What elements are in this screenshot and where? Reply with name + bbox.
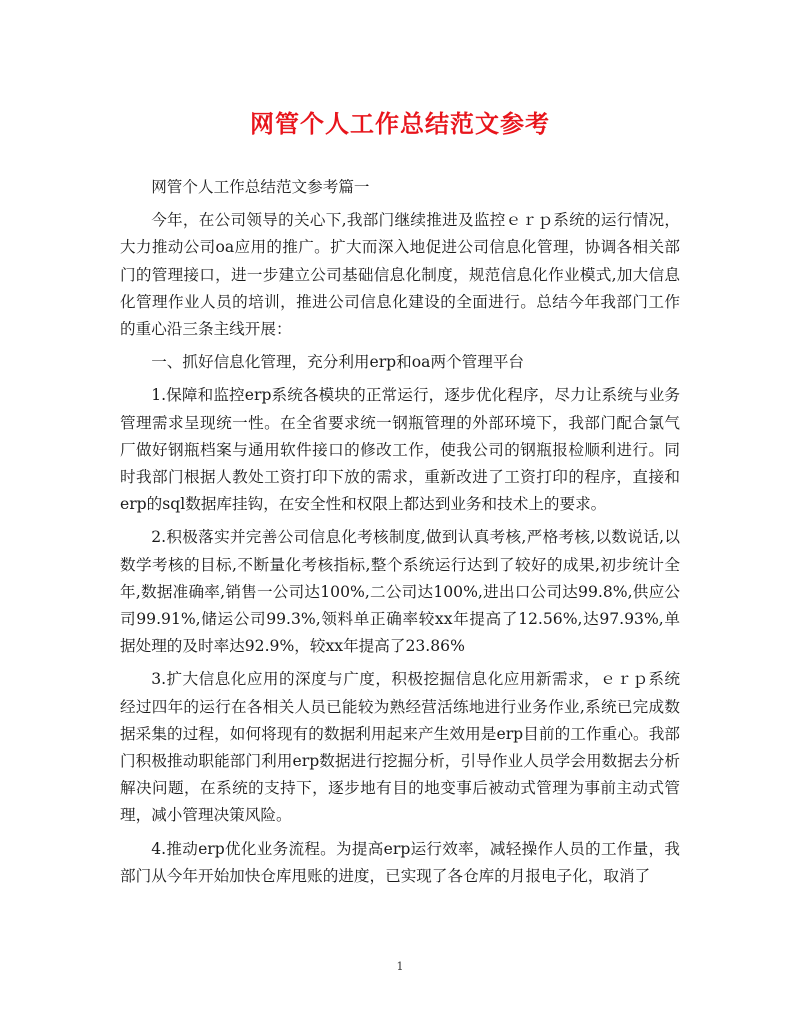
paragraph-item-2: 2.积极落实并完善公司信息化考核制度,做到认真考核,严格考核,以数说话,以数学考核的目标,不断量化考核指标,整个系统运行达到了较好的成果,初步统计全年,数据准确率,销售一公司达100%,二公司达100%,进出口公司达99.8%,供应公司99.91%,储运公司99.3%,领料单正确率较xx年提高了12.56%,达97.93%,单据处理的及时率达92.9%，较xx年提高了23.86% [120, 528, 680, 656]
paragraph-item-4: 4.推动erp优化业务流程。为提高erp运行效率，减轻操作人员的工作量，我部门从今年开始加快仓库甩账的进度，已实现了各仓库的月报电子化，取消了 [120, 839, 680, 885]
section-heading: 一、抓好信息化管理，充分利用erp和oa两个管理平台 [151, 353, 525, 372]
document-title: 网管个人工作总结范文参考 [250, 110, 550, 138]
page-number: 1 [396, 960, 404, 973]
document-body [120, 174, 680, 896]
section-subtitle: 网管个人工作总结范文参考篇一 [151, 178, 370, 196]
paragraph-item-3: 3.扩大信息化应用的深度与广度，积极挖掘信息化应用新需求，ｅｒｐ系统经过四年的运行在各相关人员已能较为熟经营活练地进行业务作业,系统已完成数据采集的过程，如何将现有的数据利用起来产生效用是erp目前的工作重心。我部门积极推动职能部门利用erp数据进行挖掘分析，引导作业人员学会用数据去分析解决问题，在系统的支持下，逐步地有目的地变事后被动式管理为事前主动式管理，减小管理决策风险。 [120, 670, 680, 825]
paragraph-intro: 今年，在公司领导的关心下,我部门继续推进及监控ｅｒｐ系统的运行情况，大力推动公司oa应用的推广。扩大而深入地促进公司信息化管理，协调各相关部门的管理接口，进一步建立公司基础信息化制度，规范信息化作业模式,加大信息化管理作业人员的培训，推进公司信息化建设的全面进行。总结今年我部门工作的重心沿三条主线开展： [120, 211, 680, 339]
paragraph-item-1: 1.保障和监控erp系统各模块的正常运行，逐步优化程序，尽力让系统与业务管理需求呈现统一性。在全省要求统一钢瓶管理的外部环境下，我部门配合氯气厂做好钢瓶档案与通用软件接口的修改工作，使我公司的钢瓶报检顺利进行。同时我部门根据人教处工资打印下放的需求，重新改进了工资打印的程序，直接和erp的sql数据库挂钩，在安全性和权限上都达到业务和技术上的要求。 [120, 386, 680, 514]
